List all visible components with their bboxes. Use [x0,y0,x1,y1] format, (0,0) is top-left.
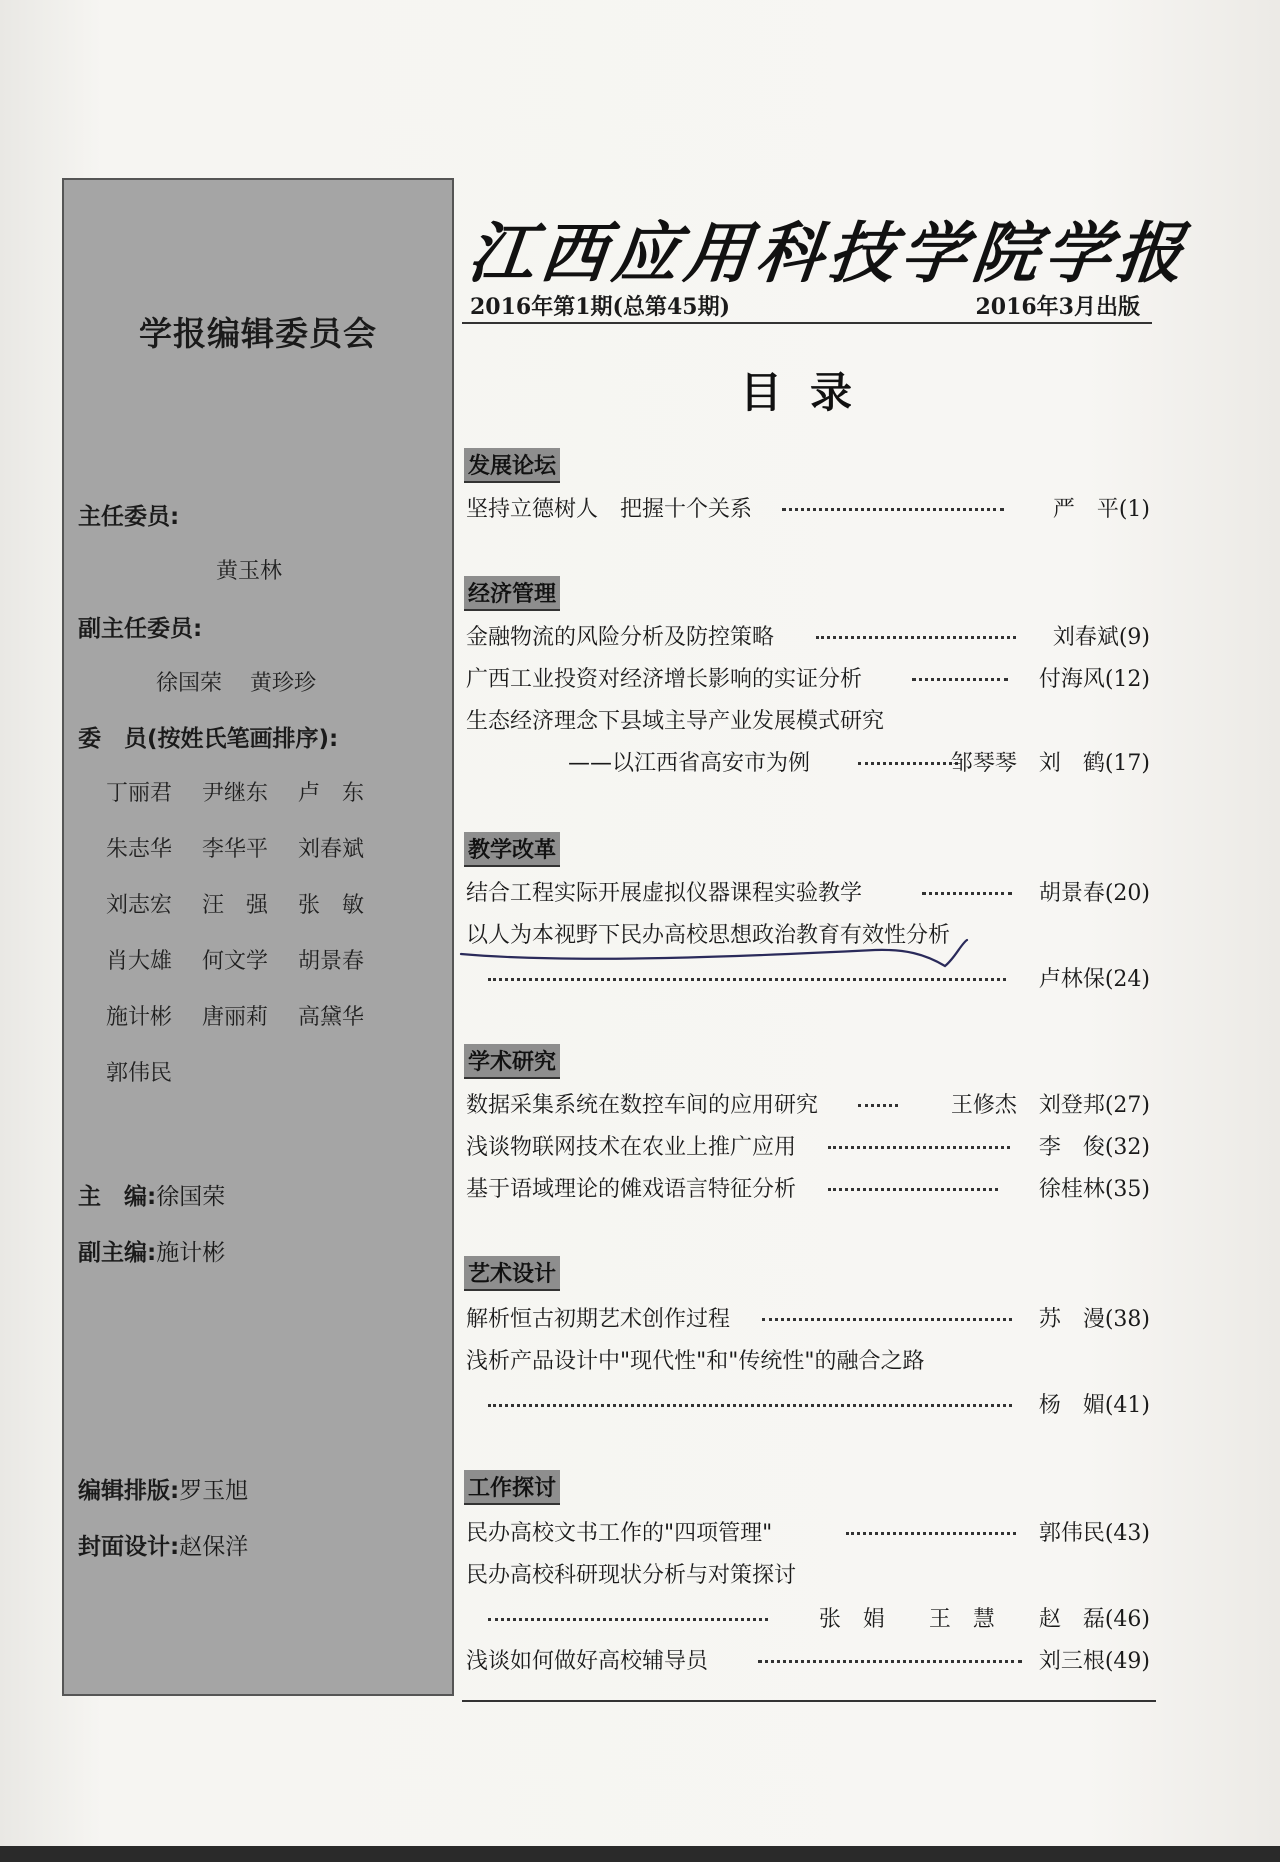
member-name: 李华平 [202,837,269,862]
entry-title: 金融物流的风险分析及防控策略 [466,625,775,650]
toc-heading: 目录 [740,368,881,417]
chief-editor [78,1178,225,1211]
section-tag: 学术研究 [464,1044,560,1079]
editorial-board-panel [62,178,454,1696]
toc-entry[interactable] [466,1344,1150,1376]
entry-author: 卢林保(24) [1038,967,1150,992]
toc-entry[interactable] [466,1130,1150,1162]
member-name: 刘春斌 [298,837,365,862]
publish-date: 2016年3月出版 [975,294,1140,320]
entry-title: 以人为本视野下民办高校思想政治教育有效性分析 [466,923,951,948]
member-name: 高黛华 [298,1005,365,1030]
cover-design-name: 赵保洋 [179,1534,249,1560]
cover-design-label: 封面设计: [78,1534,180,1560]
chief-editor-name: 徐国荣 [156,1184,226,1210]
toc-entry[interactable] [466,1602,1150,1634]
entry-author: 王修杰 刘登邦(27) [950,1093,1150,1118]
dot-leader [762,1318,1012,1321]
entry-author: 严 平(1) [1052,497,1150,522]
section-tag: 工作探讨 [464,1470,560,1505]
toc-entry[interactable] [466,492,1150,524]
section-tag: 发展论坛 [464,448,560,483]
entry-title: 基于语域理论的傩戏语言特征分析 [466,1177,797,1202]
member-name: 汪 强 [202,893,269,918]
dot-leader [782,508,1004,511]
entry-author: 胡景春(20) [1038,881,1150,906]
dot-leader [858,1104,898,1107]
dot-leader [922,892,1012,895]
toc-entry[interactable] [466,1388,1150,1420]
director-label: 主任委员: [78,504,180,530]
toc-entry[interactable] [466,704,1150,736]
dot-leader [846,1532,1016,1535]
toc-entry[interactable] [466,746,1150,778]
toc-entry[interactable] [466,1644,1150,1676]
section-tag: 教学改革 [464,832,560,867]
section-tag: 艺术设计 [464,1256,560,1291]
dot-leader [758,1660,1022,1663]
dot-leader [488,1618,768,1621]
member-name: 卢 东 [298,781,365,806]
member-name: 胡景春 [298,949,365,974]
pen-underline [455,930,1015,970]
entry-author: 郭伟民(43) [1038,1521,1150,1546]
toc-entry[interactable] [466,1516,1150,1548]
member-name: 郭伟民 [106,1061,173,1086]
entry-title: ——以江西省高安市为例 [568,751,811,776]
cover-design [78,1528,248,1561]
vice-chief-editor-label: 副主编: [78,1240,157,1266]
dot-leader [488,978,1006,981]
dot-leader [858,762,958,765]
section-tag: 经济管理 [464,576,560,611]
member-row [106,1000,394,1031]
vice-chief-editor [78,1234,225,1267]
entry-author: 杨 媚(41) [1038,1393,1150,1418]
member-name: 施计彬 [106,1005,173,1030]
entry-title: 数据采集系统在数控车间的应用研究 [466,1093,819,1118]
member-name: 刘志宏 [106,893,173,918]
entry-author: 李 俊(32) [1038,1135,1150,1160]
director-name: 黄玉林 [216,559,283,584]
typesetting [78,1472,248,1505]
entry-title: 浅谈如何做好高校辅导员 [466,1649,709,1674]
dot-leader [828,1146,1010,1149]
dot-leader [488,1404,1012,1407]
dot-leader [828,1188,998,1191]
member-name: 张 敏 [298,893,365,918]
entry-title: 生态经济理念下县域主导产业发展模式研究 [466,709,885,734]
member-row [106,832,394,863]
member-row [106,776,394,807]
member-name: 何文学 [202,949,269,974]
entry-title: 广西工业投资对经济增长影响的实证分析 [466,667,863,692]
typesetting-label: 编辑排版: [78,1478,180,1504]
footer-rule [462,1700,1156,1702]
member-row [106,944,394,975]
member-name: 肖大雄 [106,949,173,974]
entry-title: 浅谈物联网技术在农业上推广应用 [466,1135,797,1160]
toc-entry[interactable] [466,876,1150,908]
member-row [106,888,394,919]
vice-director-name: 徐国荣 [156,671,223,696]
member-row [106,1056,202,1087]
entry-title: 坚持立德树人 把握十个关系 [466,497,753,522]
entry-title: 结合工程实际开展虚拟仪器课程实验教学 [466,881,863,906]
member-name: 丁丽君 [106,781,173,806]
issue-number: 2016年第1期(总第45期) [470,294,730,320]
toc-entry[interactable] [466,1088,1150,1120]
board-title: 学报编辑委员会 [139,314,377,353]
toc-entry[interactable] [466,1302,1150,1334]
member-name: 朱志华 [106,837,173,862]
entry-author: 张 娟 王 慧 赵 磊(46) [818,1607,1150,1632]
toc-entry[interactable] [466,620,1150,652]
scan-edge [0,1846,1280,1862]
dot-leader [816,636,1016,639]
entry-author: 徐桂林(35) [1038,1177,1150,1202]
header-rule [462,322,1152,324]
entry-author: 刘三根(49) [1038,1649,1150,1674]
vice-director-name: 黄珍珍 [250,671,317,696]
entry-title: 浅析产品设计中"现代性"和"传统性"的融合之路 [466,1349,925,1374]
entry-title: 民办高校科研现状分析与对策探讨 [466,1563,797,1588]
member-name: 尹继东 [202,781,269,806]
member-name: 唐丽莉 [202,1005,269,1030]
journal-title: 江西应用科技学院学报 [464,214,1193,292]
entry-author: 苏 漫(38) [1038,1307,1150,1332]
chief-editor-label: 主 编: [78,1184,157,1210]
members-label: 委 员(按姓氏笔画排序): [78,726,339,752]
entry-title: 民办高校文书工作的"四项管理" [466,1521,773,1546]
entry-title: 解析恒古初期艺术创作过程 [466,1307,731,1332]
toc-entry[interactable] [466,1558,1150,1590]
issue-line [470,290,1140,321]
dot-leader [912,678,1008,681]
typesetting-name: 罗玉旭 [179,1478,249,1504]
vice-chief-editor-name: 施计彬 [156,1240,226,1266]
entry-author: 邹琴琴 刘 鹤(17) [950,751,1150,776]
entry-author: 刘春斌(9) [1052,625,1150,650]
entry-author: 付海风(12) [1038,667,1150,692]
toc-entry[interactable] [466,662,1150,694]
toc-entry[interactable] [466,1172,1150,1204]
vice-director-label: 副主任委员: [78,616,203,642]
